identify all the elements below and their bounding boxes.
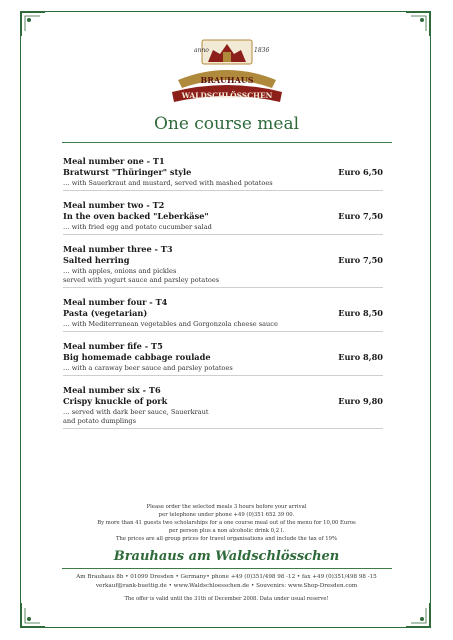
meal-name-row xyxy=(63,396,383,407)
note-line: per telephone under phone +49 (0)351 652 39 00. xyxy=(158,512,295,518)
meal-name-row xyxy=(63,352,383,363)
logo-year-left: anno xyxy=(194,47,209,54)
meal-list xyxy=(63,156,383,438)
meal-price: Euro 8,50 xyxy=(338,308,383,318)
page-title: One course meal xyxy=(153,114,300,134)
note-line: By more than 41 guests two scholarships for a one course meal out of the menu for 10,00 Euros xyxy=(97,520,356,526)
meal-number: Meal number one - T1 xyxy=(63,156,165,166)
meal-price: Euro 9,80 xyxy=(338,396,383,406)
meal-price: Euro 7,50 xyxy=(338,211,383,221)
brand-name: Brauhaus am Waldschlösschen xyxy=(113,549,340,564)
corner-ornament-icon xyxy=(20,11,46,37)
logo-year-right: 1836 xyxy=(254,47,270,54)
meal-price: Euro 6,50 xyxy=(338,167,383,177)
meal-item xyxy=(63,341,383,376)
contact-address xyxy=(40,573,413,590)
meal-description: … with apples, onions and pickles xyxy=(63,267,177,275)
meal-divider xyxy=(63,287,383,288)
note-line: per person plus a non alcoholic drink 0,2 l. xyxy=(168,528,285,534)
meal-name-row xyxy=(63,308,383,319)
meal-description: and potato dumplings xyxy=(63,417,136,425)
meal-name: Crispy knuckle of pork xyxy=(63,396,168,406)
meal-description: … with fried egg and potato cucumber salad xyxy=(63,223,212,231)
meal-name-row xyxy=(63,255,383,266)
logo-line2: WALDSCHLÖSSCHEN xyxy=(181,91,273,100)
meal-number: Meal number two - T2 xyxy=(63,200,165,210)
meal-item xyxy=(63,244,383,288)
meal-description: … with Mediterranean vegetables and Gorgonzola cheese sauce xyxy=(63,320,278,328)
meal-divider xyxy=(63,375,383,376)
meal-name: Bratwurst "Thüringer" style xyxy=(63,167,192,177)
note-line: The prices are all group prices for travel organisations and include the tax of 19% xyxy=(115,536,338,542)
meal-divider xyxy=(63,190,383,191)
meal-item xyxy=(63,200,383,235)
meal-description: served with yogurt sauce and parsley potatoes xyxy=(63,276,220,284)
meal-number: Meal number three - T3 xyxy=(63,244,173,254)
corner-ornament-icon xyxy=(20,602,46,628)
meal-name-row xyxy=(63,167,383,178)
address-line: Am Brauhaus 8b • 01099 Dresden • Germany• phone +49 (0)351/498 98 -12 • fax +49 (0)351/498 98 -15 xyxy=(76,574,377,580)
title-divider xyxy=(62,142,392,143)
note-line: Please order the selected meals 3 hours before your arrival xyxy=(146,504,307,510)
meal-name: In the oven backed "Leberkäse" xyxy=(63,211,209,221)
corner-ornament-icon xyxy=(405,11,431,37)
logo-line1: BRAUHAUS xyxy=(200,75,254,85)
meal-name: Salted herring xyxy=(63,255,130,265)
meal-number: Meal number six - T6 xyxy=(63,385,161,395)
meal-divider xyxy=(63,331,383,332)
meal-item xyxy=(63,385,383,429)
meal-divider xyxy=(63,428,383,429)
meal-name-row xyxy=(63,211,383,222)
meal-name: Big homemade cabbage roulade xyxy=(63,352,211,362)
meal-divider xyxy=(63,234,383,235)
meal-item xyxy=(63,297,383,332)
meal-description: … with Sauerkraut and mustard, served with mashed potatoes xyxy=(63,179,273,187)
brauhaus-logo xyxy=(168,36,286,108)
meal-number: Meal number four - T4 xyxy=(63,297,168,307)
ordering-notes xyxy=(70,503,383,543)
meal-name: Pasta (vegetarian) xyxy=(63,308,148,318)
footer-divider xyxy=(62,568,392,569)
meal-description: … served with dark beer sauce, Sauerkraut xyxy=(63,408,209,416)
address-line: verkauf@rank-buettig.de • www.Waldschloesschen.de • Souvenirs: www.Shop-Dresden.com xyxy=(95,582,358,589)
validity-notice: The offer is valid until the 31th of December 2008. Data under usual reserve! xyxy=(124,596,329,602)
meal-description: … with a caraway beer sauce and parsley potatoes xyxy=(63,364,233,372)
corner-ornament-icon xyxy=(405,602,431,628)
meal-number: Meal number fife - T5 xyxy=(63,341,163,351)
meal-price: Euro 8,80 xyxy=(338,352,383,362)
meal-price: Euro 7,50 xyxy=(338,255,383,265)
meal-item xyxy=(63,156,383,191)
